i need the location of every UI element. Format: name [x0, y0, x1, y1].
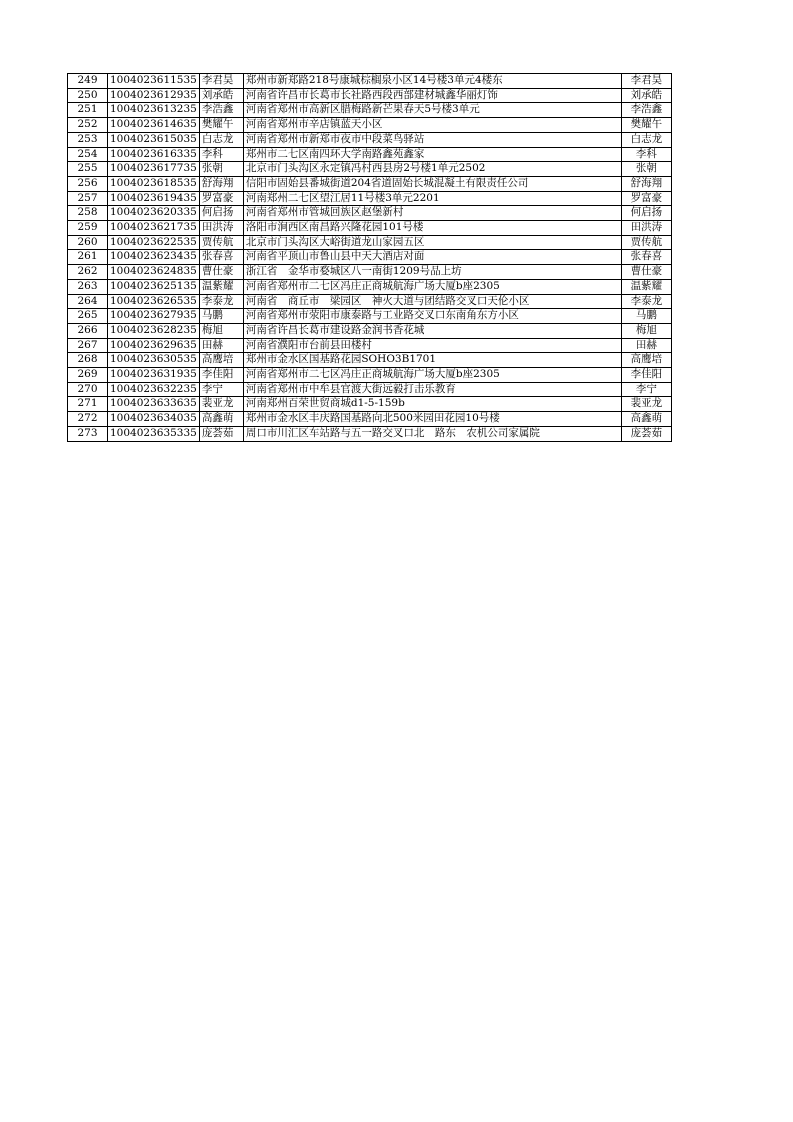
receiver-cell: 裴亚龙: [621, 397, 671, 412]
table-row: [68, 176, 672, 191]
recipient-name-cell: 田洪涛: [199, 221, 243, 236]
row-number-cell: 261: [68, 250, 108, 265]
table-row: [68, 206, 672, 221]
receiver-cell: 刘承皓: [621, 88, 671, 103]
tracking-number-cell: 1004023630535: [108, 353, 200, 368]
table-row: [68, 162, 672, 177]
receiver-cell: 李科: [621, 147, 671, 162]
tracking-number-cell: 1004023632235: [108, 382, 200, 397]
receiver-cell: 舒海翔: [621, 176, 671, 191]
receiver-cell: 李君昊: [621, 74, 671, 89]
table-row: [68, 382, 672, 397]
address-cell: 洛阳市涧西区南昌路兴隆花园101号楼: [243, 221, 621, 236]
address-cell: 河南省濮阳市台前县田楼村: [243, 338, 621, 353]
tracking-number-cell: 1004023617735: [108, 162, 200, 177]
recipient-name-cell: 何启扬: [199, 206, 243, 221]
table-row: [68, 353, 672, 368]
address-cell: 河南省郑州市荥阳市康泰路与工业路交叉口东南角东方小区: [243, 309, 621, 324]
recipient-name-cell: 李浩鑫: [199, 103, 243, 118]
recipient-name-cell: 樊耀午: [199, 118, 243, 133]
receiver-cell: 李泰龙: [621, 294, 671, 309]
tracking-number-cell: 1004023628235: [108, 323, 200, 338]
receiver-cell: 高鑫萌: [621, 412, 671, 427]
address-cell: 北京市门头沟区永定镇冯村西县房2号楼1单元2502: [243, 162, 621, 177]
recipient-name-cell: 李宁: [199, 382, 243, 397]
receiver-cell: 马鹏: [621, 309, 671, 324]
row-number-cell: 257: [68, 191, 108, 206]
row-number-cell: 249: [68, 74, 108, 89]
recipient-name-cell: 白志龙: [199, 132, 243, 147]
table-row: [68, 103, 672, 118]
table-row: [68, 147, 672, 162]
shipping-list-table: [67, 73, 672, 442]
tracking-number-cell: 1004023631935: [108, 368, 200, 383]
address-cell: 河南省郑州市新郑市夜市中段菜鸟驿站: [243, 132, 621, 147]
recipient-name-cell: 张朝: [199, 162, 243, 177]
table-row: [68, 294, 672, 309]
recipient-name-cell: 李君昊: [199, 74, 243, 89]
row-number-cell: 269: [68, 368, 108, 383]
row-number-cell: 256: [68, 176, 108, 191]
table-row: [68, 338, 672, 353]
row-number-cell: 270: [68, 382, 108, 397]
table-row: [68, 397, 672, 412]
tracking-number-cell: 1004023625135: [108, 279, 200, 294]
address-cell: 河南省郑州市二七区冯庄正商城航海广场大厦b座2305: [243, 279, 621, 294]
receiver-cell: 高鹰培: [621, 353, 671, 368]
tracking-number-cell: 1004023634035: [108, 412, 200, 427]
receiver-cell: 李浩鑫: [621, 103, 671, 118]
address-cell: 河南省平顶山市鲁山县中天大酒店对面: [243, 250, 621, 265]
tracking-number-cell: 1004023611535: [108, 74, 200, 89]
row-number-cell: 264: [68, 294, 108, 309]
tracking-number-cell: 1004023622535: [108, 235, 200, 250]
address-cell: 浙江省 金华市婺城区八一南街1209号品上坊: [243, 265, 621, 280]
address-cell: 河南省郑州市辛店镇蓝天小区: [243, 118, 621, 133]
table-row: [68, 368, 672, 383]
tracking-number-cell: 1004023614635: [108, 118, 200, 133]
address-cell: 北京市门头沟区大峪街道龙山家园五区: [243, 235, 621, 250]
recipient-name-cell: 曹仕豪: [199, 265, 243, 280]
row-number-cell: 259: [68, 221, 108, 236]
row-number-cell: 262: [68, 265, 108, 280]
tracking-number-cell: 1004023626535: [108, 294, 200, 309]
receiver-cell: 温紫耀: [621, 279, 671, 294]
tracking-number-cell: 1004023627935: [108, 309, 200, 324]
table-body: [68, 74, 672, 442]
address-cell: 河南省许昌市长葛市长社路西段西部建材城鑫华丽灯饰: [243, 88, 621, 103]
row-number-cell: 254: [68, 147, 108, 162]
address-cell: 周口市川汇区车站路与五一路交叉口北 路东 农机公司家属院: [243, 426, 621, 441]
receiver-cell: 张朝: [621, 162, 671, 177]
recipient-name-cell: 裴亚龙: [199, 397, 243, 412]
address-cell: 河南省许昌长葛市建设路金润书香花城: [243, 323, 621, 338]
recipient-name-cell: 舒海翔: [199, 176, 243, 191]
tracking-number-cell: 1004023616335: [108, 147, 200, 162]
table-row: [68, 132, 672, 147]
row-number-cell: 265: [68, 309, 108, 324]
recipient-name-cell: 高鑫萌: [199, 412, 243, 427]
address-cell: 郑州市金水区国基路花园SOHO3B1701: [243, 353, 621, 368]
receiver-cell: 樊耀午: [621, 118, 671, 133]
receiver-cell: 张春喜: [621, 250, 671, 265]
receiver-cell: 田洪涛: [621, 221, 671, 236]
table-row: [68, 250, 672, 265]
address-cell: 河南省郑州市二七区冯庄正商城航海广场大厦b座2305: [243, 368, 621, 383]
recipient-name-cell: 高鹰培: [199, 353, 243, 368]
recipient-name-cell: 李泰龙: [199, 294, 243, 309]
address-cell: 郑州市金水区丰庆路国基路向北500米园田花园10号楼: [243, 412, 621, 427]
row-number-cell: 251: [68, 103, 108, 118]
table-row: [68, 309, 672, 324]
tracking-number-cell: 1004023615035: [108, 132, 200, 147]
recipient-name-cell: 刘承皓: [199, 88, 243, 103]
row-number-cell: 266: [68, 323, 108, 338]
row-number-cell: 255: [68, 162, 108, 177]
row-number-cell: 252: [68, 118, 108, 133]
row-number-cell: 272: [68, 412, 108, 427]
recipient-name-cell: 罗富豪: [199, 191, 243, 206]
row-number-cell: 271: [68, 397, 108, 412]
tracking-number-cell: 1004023620335: [108, 206, 200, 221]
tracking-number-cell: 1004023618535: [108, 176, 200, 191]
receiver-cell: 白志龙: [621, 132, 671, 147]
recipient-name-cell: 李科: [199, 147, 243, 162]
recipient-name-cell: 李佳阳: [199, 368, 243, 383]
receiver-cell: 贾传航: [621, 235, 671, 250]
table-row: [68, 279, 672, 294]
recipient-name-cell: 贾传航: [199, 235, 243, 250]
receiver-cell: 田赫: [621, 338, 671, 353]
receiver-cell: 梅旭: [621, 323, 671, 338]
address-cell: 郑州市二七区南四环大学南路鑫苑鑫家: [243, 147, 621, 162]
table-row: [68, 412, 672, 427]
row-number-cell: 253: [68, 132, 108, 147]
address-cell: 河南省郑州市中牟县官渡大街远毅打击乐教育: [243, 382, 621, 397]
receiver-cell: 何启扬: [621, 206, 671, 221]
receiver-cell: 庞荟茹: [621, 426, 671, 441]
recipient-name-cell: 马鹏: [199, 309, 243, 324]
row-number-cell: 260: [68, 235, 108, 250]
recipient-name-cell: 梅旭: [199, 323, 243, 338]
tracking-number-cell: 1004023624835: [108, 265, 200, 280]
row-number-cell: 273: [68, 426, 108, 441]
receiver-cell: 曹仕豪: [621, 265, 671, 280]
tracking-number-cell: 1004023629635: [108, 338, 200, 353]
recipient-name-cell: 张春喜: [199, 250, 243, 265]
row-number-cell: 267: [68, 338, 108, 353]
recipient-name-cell: 温紫耀: [199, 279, 243, 294]
tracking-number-cell: 1004023619435: [108, 191, 200, 206]
table-row: [68, 426, 672, 441]
row-number-cell: 250: [68, 88, 108, 103]
address-cell: 信阳市固始县番城街道204省道固始长城混凝土有限责任公司: [243, 176, 621, 191]
row-number-cell: 263: [68, 279, 108, 294]
table-row: [68, 74, 672, 89]
address-cell: 河南郑州二七区望江居11号楼3单元2201: [243, 191, 621, 206]
table-row: [68, 191, 672, 206]
receiver-cell: 李宁: [621, 382, 671, 397]
recipient-name-cell: 田赫: [199, 338, 243, 353]
address-cell: 河南省郑州市管城回族区赵堡新村: [243, 206, 621, 221]
table-row: [68, 221, 672, 236]
recipient-name-cell: 庞荟茹: [199, 426, 243, 441]
address-cell: 河南省 商丘市 梁园区 神火大道与团结路交叉口天伦小区: [243, 294, 621, 309]
tracking-number-cell: 1004023635335: [108, 426, 200, 441]
table-row: [68, 235, 672, 250]
receiver-cell: 李佳阳: [621, 368, 671, 383]
tracking-number-cell: 1004023621735: [108, 221, 200, 236]
receiver-cell: 罗富豪: [621, 191, 671, 206]
table-row: [68, 265, 672, 280]
table-row: [68, 88, 672, 103]
row-number-cell: 258: [68, 206, 108, 221]
tracking-number-cell: 1004023633635: [108, 397, 200, 412]
table-row: [68, 118, 672, 133]
address-cell: 河南省郑州市高新区腊梅路新芒果春天5号楼3单元: [243, 103, 621, 118]
address-cell: 河南郑州百荣世贸商城d1-5-159b: [243, 397, 621, 412]
tracking-number-cell: 1004023612935: [108, 88, 200, 103]
table-row: [68, 323, 672, 338]
row-number-cell: 268: [68, 353, 108, 368]
address-cell: 郑州市新郑路218号康城棕榈泉小区14号楼3单元4楼东: [243, 74, 621, 89]
tracking-number-cell: 1004023623435: [108, 250, 200, 265]
tracking-number-cell: 1004023613235: [108, 103, 200, 118]
